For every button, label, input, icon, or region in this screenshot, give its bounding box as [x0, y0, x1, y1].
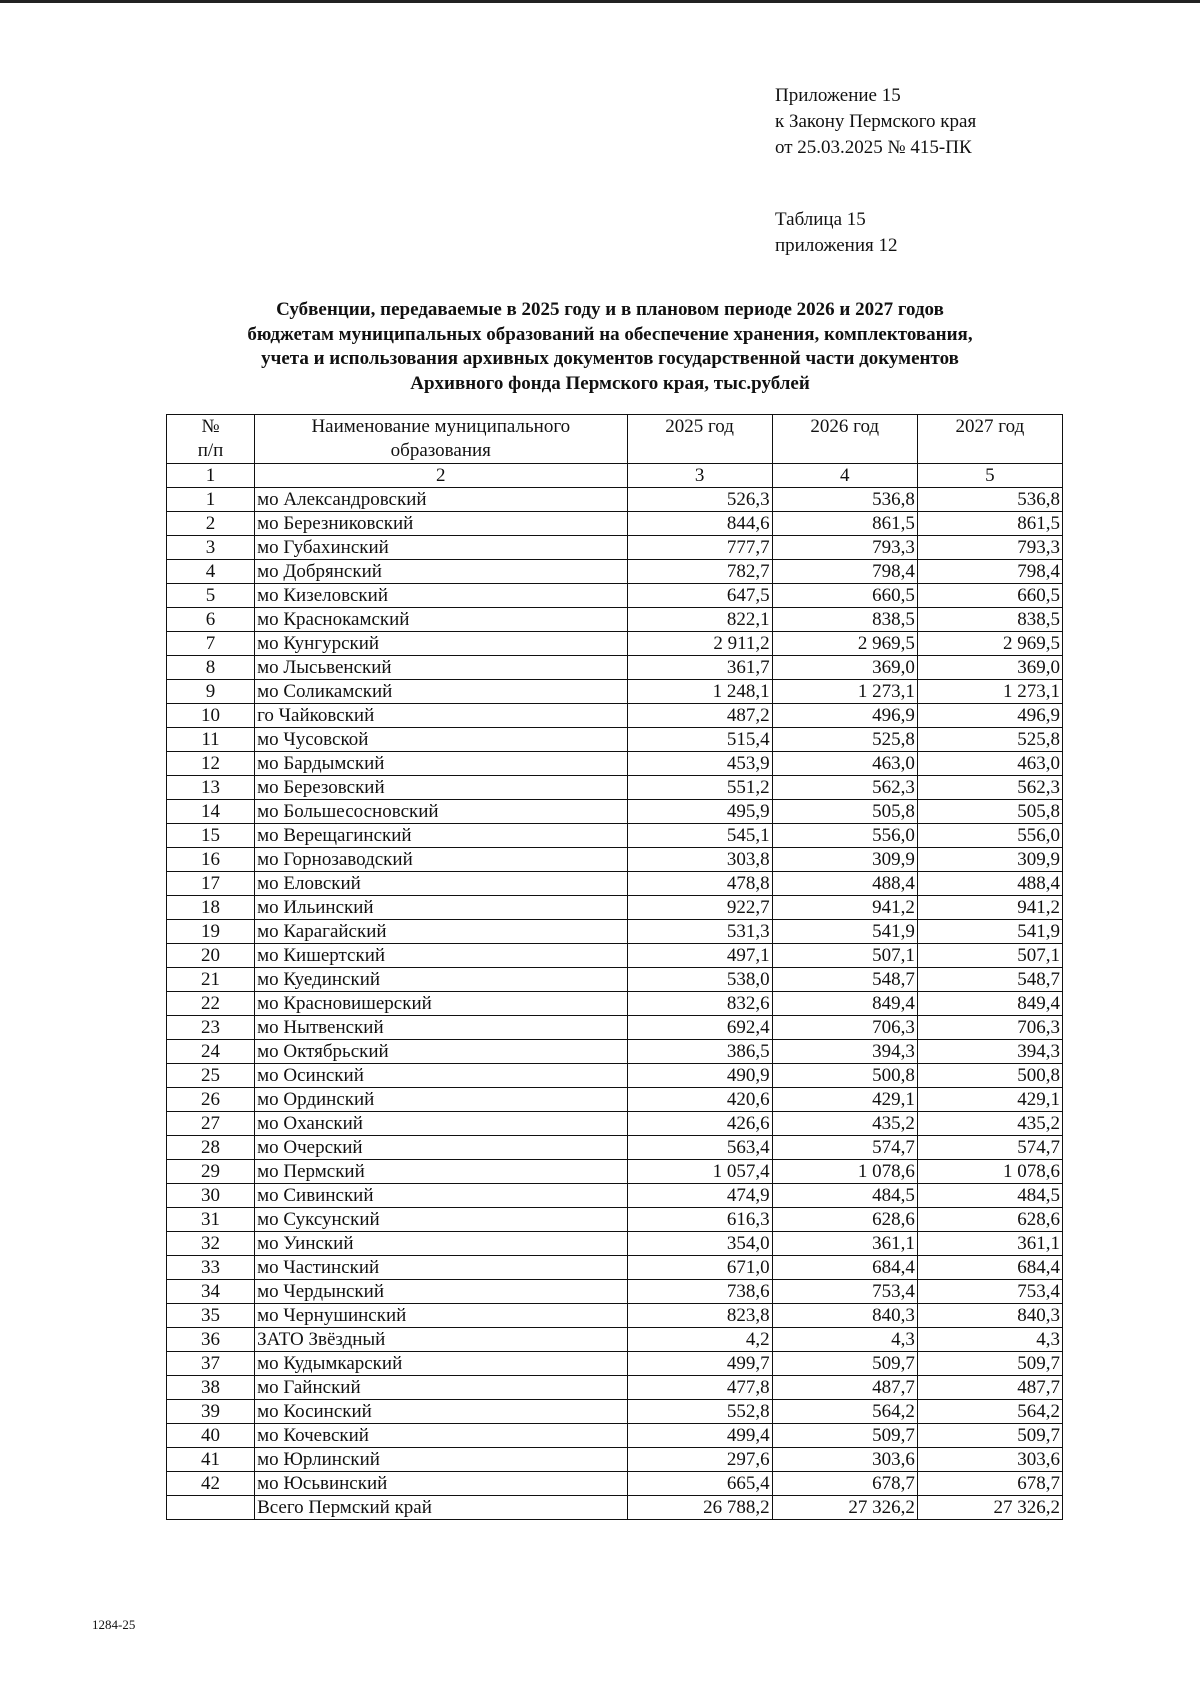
- municipality-name: мо Большесосновский: [255, 800, 627, 824]
- value-2026: 628,6: [772, 1208, 917, 1232]
- municipality-name: мо Александровский: [255, 488, 627, 512]
- value-2027: 798,4: [917, 560, 1062, 584]
- row-number: 11: [167, 728, 255, 752]
- table-row: [167, 896, 1063, 920]
- value-2025: 823,8: [627, 1304, 772, 1328]
- value-2027: 496,9: [917, 704, 1062, 728]
- value-2027: 628,6: [917, 1208, 1062, 1232]
- value-2027: 564,2: [917, 1400, 1062, 1424]
- row-number: 18: [167, 896, 255, 920]
- value-2027: 574,7: [917, 1136, 1062, 1160]
- table-row: [167, 632, 1063, 656]
- appendix-reference: [775, 83, 976, 161]
- value-2026: 574,7: [772, 1136, 917, 1160]
- row-number: 10: [167, 704, 255, 728]
- value-2025: 692,4: [627, 1016, 772, 1040]
- title-line: бюджетам муниципальных образований на обеспечение хранения, комплектования,: [247, 323, 973, 345]
- value-2025: 426,6: [627, 1112, 772, 1136]
- table-row: [167, 608, 1063, 632]
- header-name-line2: образования: [390, 440, 491, 461]
- table-body: [167, 488, 1063, 1520]
- municipality-name: мо Горнозаводский: [255, 848, 627, 872]
- municipality-name: мо Осинский: [255, 1064, 627, 1088]
- row-number: 8: [167, 656, 255, 680]
- table-row: [167, 1256, 1063, 1280]
- row-number: 23: [167, 1016, 255, 1040]
- row-number: 38: [167, 1376, 255, 1400]
- municipality-name: мо Березовский: [255, 776, 627, 800]
- row-number: 42: [167, 1472, 255, 1496]
- municipality-name: мо Суксунский: [255, 1208, 627, 1232]
- row-number: 29: [167, 1160, 255, 1184]
- table-row: [167, 1280, 1063, 1304]
- appendix-line: Приложение 15: [775, 85, 901, 106]
- row-number: 34: [167, 1280, 255, 1304]
- municipality-name: мо Краснокамский: [255, 608, 627, 632]
- value-2026: 27 326,2: [772, 1496, 917, 1520]
- municipality-name: мо Еловский: [255, 872, 627, 896]
- header-number: [167, 415, 255, 464]
- table-row: [167, 992, 1063, 1016]
- column-index: 1: [167, 464, 255, 488]
- table-row: [167, 512, 1063, 536]
- value-2025: 499,7: [627, 1352, 772, 1376]
- row-number: 33: [167, 1256, 255, 1280]
- municipality-name: мо Добрянский: [255, 560, 627, 584]
- value-2027: 500,8: [917, 1064, 1062, 1088]
- table-row: [167, 728, 1063, 752]
- value-2026: 753,4: [772, 1280, 917, 1304]
- appendix-line: к Закону Пермского края: [775, 111, 977, 132]
- value-2026: 505,8: [772, 800, 917, 824]
- municipality-name: мо Юрлинский: [255, 1448, 627, 1472]
- value-2027: 525,8: [917, 728, 1062, 752]
- column-index: 3: [627, 464, 772, 488]
- value-2025: 616,3: [627, 1208, 772, 1232]
- value-2025: 647,5: [627, 584, 772, 608]
- value-2026: 507,1: [772, 944, 917, 968]
- value-2025: 1 248,1: [627, 680, 772, 704]
- title-line: Архивного фонда Пермского края, тыс.рублей: [410, 372, 810, 394]
- value-2026: 684,4: [772, 1256, 917, 1280]
- row-number: 3: [167, 536, 255, 560]
- value-2026: 660,5: [772, 584, 917, 608]
- value-2025: 497,1: [627, 944, 772, 968]
- value-2027: 849,4: [917, 992, 1062, 1016]
- table-row: [167, 1064, 1063, 1088]
- table-row: [167, 920, 1063, 944]
- value-2027: 463,0: [917, 752, 1062, 776]
- value-2026: 500,8: [772, 1064, 917, 1088]
- value-2027: 1 078,6: [917, 1160, 1062, 1184]
- table-row: [167, 800, 1063, 824]
- value-2027: 548,7: [917, 968, 1062, 992]
- header-name-line1: Наименование муниципального: [311, 416, 571, 437]
- row-number: 9: [167, 680, 255, 704]
- table-header-row: [167, 415, 1063, 464]
- table-row: [167, 1448, 1063, 1472]
- value-2026: 488,4: [772, 872, 917, 896]
- municipality-name: мо Соликамский: [255, 680, 627, 704]
- table-reference: [775, 207, 897, 259]
- value-2027: 429,1: [917, 1088, 1062, 1112]
- value-2027: 660,5: [917, 584, 1062, 608]
- row-number: 39: [167, 1400, 255, 1424]
- row-number: 41: [167, 1448, 255, 1472]
- header-number-line1: №: [201, 416, 220, 437]
- value-2027: 838,5: [917, 608, 1062, 632]
- value-2027: 303,6: [917, 1448, 1062, 1472]
- value-2027: 541,9: [917, 920, 1062, 944]
- column-index: 4: [772, 464, 917, 488]
- value-2025: 531,3: [627, 920, 772, 944]
- row-number: 12: [167, 752, 255, 776]
- row-number: 5: [167, 584, 255, 608]
- value-2027: 509,7: [917, 1352, 1062, 1376]
- value-2027: 753,4: [917, 1280, 1062, 1304]
- municipality-name: мо Куединский: [255, 968, 627, 992]
- row-number: 1: [167, 488, 255, 512]
- value-2025: 551,2: [627, 776, 772, 800]
- value-2026: 793,3: [772, 536, 917, 560]
- page-top-edge: [0, 0, 1200, 3]
- value-2025: 303,8: [627, 848, 772, 872]
- municipality-name: мо Юсьвинский: [255, 1472, 627, 1496]
- header-number-line2: п/п: [197, 440, 224, 461]
- table-row: [167, 1040, 1063, 1064]
- row-number: 25: [167, 1064, 255, 1088]
- row-number: 19: [167, 920, 255, 944]
- municipality-name: мо Очерский: [255, 1136, 627, 1160]
- row-number: 17: [167, 872, 255, 896]
- value-2026: 525,8: [772, 728, 917, 752]
- value-2025: 822,1: [627, 608, 772, 632]
- table-row: [167, 560, 1063, 584]
- municipality-name: мо Губахинский: [255, 536, 627, 560]
- value-2025: 420,6: [627, 1088, 772, 1112]
- value-2027: 507,1: [917, 944, 1062, 968]
- value-2027: 487,7: [917, 1376, 1062, 1400]
- value-2027: 2 969,5: [917, 632, 1062, 656]
- table-row: [167, 776, 1063, 800]
- table-ref-line: приложения 12: [775, 235, 898, 256]
- row-number: 24: [167, 1040, 255, 1064]
- value-2026: 541,9: [772, 920, 917, 944]
- row-number: 21: [167, 968, 255, 992]
- municipality-name: мо Кизеловский: [255, 584, 627, 608]
- value-2026: 838,5: [772, 608, 917, 632]
- value-2025: 487,2: [627, 704, 772, 728]
- title-line: Субвенции, передаваемые в 2025 году и в плановом периоде 2026 и 2027 годов: [276, 299, 944, 320]
- row-number: 22: [167, 992, 255, 1016]
- value-2025: 922,7: [627, 896, 772, 920]
- municipality-name: мо Пермский: [255, 1160, 627, 1184]
- total-row: [167, 1496, 1063, 1520]
- header-2027: 2027 год: [917, 415, 1062, 464]
- row-number: 7: [167, 632, 255, 656]
- table-ref-line: Таблица 15: [775, 209, 866, 230]
- value-2026: 941,2: [772, 896, 917, 920]
- row-number: 16: [167, 848, 255, 872]
- header-name: [255, 415, 627, 464]
- row-number: 30: [167, 1184, 255, 1208]
- value-2025: 538,0: [627, 968, 772, 992]
- column-index: 2: [255, 464, 627, 488]
- subsidies-table: [166, 414, 1063, 1520]
- municipality-name: Всего Пермский край: [255, 1496, 627, 1520]
- value-2025: 478,8: [627, 872, 772, 896]
- row-number: 14: [167, 800, 255, 824]
- value-2026: 861,5: [772, 512, 917, 536]
- row-number: 32: [167, 1232, 255, 1256]
- value-2026: 849,4: [772, 992, 917, 1016]
- value-2027: 941,2: [917, 896, 1062, 920]
- value-2025: 832,6: [627, 992, 772, 1016]
- value-2025: 777,7: [627, 536, 772, 560]
- municipality-name: го Чайковский: [255, 704, 627, 728]
- value-2027: 4,3: [917, 1328, 1062, 1352]
- municipality-name: мо Кунгурский: [255, 632, 627, 656]
- value-2026: 435,2: [772, 1112, 917, 1136]
- value-2026: 484,5: [772, 1184, 917, 1208]
- municipality-name: мо Уинский: [255, 1232, 627, 1256]
- table-row: [167, 752, 1063, 776]
- value-2027: 840,3: [917, 1304, 1062, 1328]
- municipality-name: мо Косинский: [255, 1400, 627, 1424]
- municipality-name: мо Чернушинский: [255, 1304, 627, 1328]
- title-line: учета и использования архивных документов государственной части документов: [261, 348, 959, 369]
- municipality-name: мо Сивинский: [255, 1184, 627, 1208]
- value-2025: 490,9: [627, 1064, 772, 1088]
- value-2026: 309,9: [772, 848, 917, 872]
- document-title: [180, 298, 1040, 396]
- municipality-name: мо Оханский: [255, 1112, 627, 1136]
- value-2026: 4,3: [772, 1328, 917, 1352]
- value-2027: 509,7: [917, 1424, 1062, 1448]
- value-2027: 556,0: [917, 824, 1062, 848]
- municipality-name: мо Красновишерский: [255, 992, 627, 1016]
- value-2026: 303,6: [772, 1448, 917, 1472]
- row-number: 28: [167, 1136, 255, 1160]
- table-row: [167, 1184, 1063, 1208]
- value-2026: 798,4: [772, 560, 917, 584]
- column-index: 5: [917, 464, 1062, 488]
- value-2026: 562,3: [772, 776, 917, 800]
- value-2027: 488,4: [917, 872, 1062, 896]
- municipality-name: ЗАТО Звёздный: [255, 1328, 627, 1352]
- value-2027: 678,7: [917, 1472, 1062, 1496]
- table-row: [167, 824, 1063, 848]
- municipality-name: мо Кудымкарский: [255, 1352, 627, 1376]
- value-2027: 684,4: [917, 1256, 1062, 1280]
- value-2025: 738,6: [627, 1280, 772, 1304]
- value-2026: 496,9: [772, 704, 917, 728]
- row-number: 6: [167, 608, 255, 632]
- value-2026: 706,3: [772, 1016, 917, 1040]
- value-2026: 840,3: [772, 1304, 917, 1328]
- municipality-name: мо Нытвенский: [255, 1016, 627, 1040]
- value-2025: 844,6: [627, 512, 772, 536]
- value-2025: 4,2: [627, 1328, 772, 1352]
- value-2026: 509,7: [772, 1424, 917, 1448]
- value-2025: 474,9: [627, 1184, 772, 1208]
- municipality-name: мо Карагайский: [255, 920, 627, 944]
- value-2026: 463,0: [772, 752, 917, 776]
- municipality-name: мо Чердынский: [255, 1280, 627, 1304]
- column-index-row: [167, 464, 1063, 488]
- value-2027: 435,2: [917, 1112, 1062, 1136]
- value-2026: 1 078,6: [772, 1160, 917, 1184]
- table-row: [167, 872, 1063, 896]
- row-number: 35: [167, 1304, 255, 1328]
- value-2027: 369,0: [917, 656, 1062, 680]
- table-row: [167, 848, 1063, 872]
- municipality-name: мо Кишертский: [255, 944, 627, 968]
- value-2025: 386,5: [627, 1040, 772, 1064]
- appendix-line: от 25.03.2025 № 415-ПК: [775, 137, 972, 158]
- row-number: 27: [167, 1112, 255, 1136]
- table-row: [167, 704, 1063, 728]
- row-number: 15: [167, 824, 255, 848]
- value-2026: 509,7: [772, 1352, 917, 1376]
- table-row: [167, 1160, 1063, 1184]
- value-2027: 861,5: [917, 512, 1062, 536]
- table-row: [167, 584, 1063, 608]
- table-row: [167, 1016, 1063, 1040]
- value-2025: 2 911,2: [627, 632, 772, 656]
- value-2025: 297,6: [627, 1448, 772, 1472]
- value-2026: 556,0: [772, 824, 917, 848]
- table-row: [167, 488, 1063, 512]
- value-2026: 548,7: [772, 968, 917, 992]
- municipality-name: мо Частинский: [255, 1256, 627, 1280]
- value-2026: 2 969,5: [772, 632, 917, 656]
- municipality-name: мо Березниковский: [255, 512, 627, 536]
- municipality-name: мо Лысьвенский: [255, 656, 627, 680]
- table-row: [167, 1208, 1063, 1232]
- row-number: 26: [167, 1088, 255, 1112]
- value-2027: 505,8: [917, 800, 1062, 824]
- value-2025: 552,8: [627, 1400, 772, 1424]
- municipality-name: мо Верещагинский: [255, 824, 627, 848]
- row-number: [167, 1496, 255, 1520]
- municipality-name: мо Кочевский: [255, 1424, 627, 1448]
- value-2027: 706,3: [917, 1016, 1062, 1040]
- row-number: 20: [167, 944, 255, 968]
- value-2025: 665,4: [627, 1472, 772, 1496]
- value-2026: 536,8: [772, 488, 917, 512]
- value-2026: 1 273,1: [772, 680, 917, 704]
- row-number: 13: [167, 776, 255, 800]
- value-2025: 515,4: [627, 728, 772, 752]
- value-2027: 536,8: [917, 488, 1062, 512]
- table-row: [167, 1328, 1063, 1352]
- table-row: [167, 968, 1063, 992]
- row-number: 40: [167, 1424, 255, 1448]
- value-2027: 1 273,1: [917, 680, 1062, 704]
- municipality-name: мо Ильинский: [255, 896, 627, 920]
- municipality-name: мо Октябрьский: [255, 1040, 627, 1064]
- value-2025: 361,7: [627, 656, 772, 680]
- value-2025: 477,8: [627, 1376, 772, 1400]
- table-row: [167, 1304, 1063, 1328]
- document-code: 1284-25: [92, 1617, 136, 1632]
- header-2026: 2026 год: [772, 415, 917, 464]
- value-2025: 453,9: [627, 752, 772, 776]
- table-row: [167, 1352, 1063, 1376]
- value-2026: 678,7: [772, 1472, 917, 1496]
- value-2027: 484,5: [917, 1184, 1062, 1208]
- value-2025: 526,3: [627, 488, 772, 512]
- municipality-name: мо Бардымский: [255, 752, 627, 776]
- table-row: [167, 1112, 1063, 1136]
- value-2025: 782,7: [627, 560, 772, 584]
- value-2027: 562,3: [917, 776, 1062, 800]
- row-number: 36: [167, 1328, 255, 1352]
- table-row: [167, 536, 1063, 560]
- value-2025: 563,4: [627, 1136, 772, 1160]
- value-2027: 793,3: [917, 536, 1062, 560]
- value-2027: 361,1: [917, 1232, 1062, 1256]
- table-row: [167, 680, 1063, 704]
- value-2026: 394,3: [772, 1040, 917, 1064]
- municipality-name: мо Гайнский: [255, 1376, 627, 1400]
- value-2025: 671,0: [627, 1256, 772, 1280]
- row-number: 4: [167, 560, 255, 584]
- row-number: 31: [167, 1208, 255, 1232]
- header-2025: 2025 год: [627, 415, 772, 464]
- table-row: [167, 1376, 1063, 1400]
- value-2025: 1 057,4: [627, 1160, 772, 1184]
- table-row: [167, 1088, 1063, 1112]
- table-row: [167, 656, 1063, 680]
- table-row: [167, 1472, 1063, 1496]
- value-2027: 309,9: [917, 848, 1062, 872]
- row-number: 37: [167, 1352, 255, 1376]
- value-2025: 499,4: [627, 1424, 772, 1448]
- table-row: [167, 1232, 1063, 1256]
- table-row: [167, 1136, 1063, 1160]
- value-2026: 429,1: [772, 1088, 917, 1112]
- value-2025: 545,1: [627, 824, 772, 848]
- value-2027: 27 326,2: [917, 1496, 1062, 1520]
- value-2025: 495,9: [627, 800, 772, 824]
- municipality-name: мо Чусовской: [255, 728, 627, 752]
- value-2026: 564,2: [772, 1400, 917, 1424]
- value-2025: 354,0: [627, 1232, 772, 1256]
- value-2026: 369,0: [772, 656, 917, 680]
- municipality-name: мо Ординский: [255, 1088, 627, 1112]
- value-2025: 26 788,2: [627, 1496, 772, 1520]
- table-row: [167, 1424, 1063, 1448]
- table-row: [167, 1400, 1063, 1424]
- value-2026: 361,1: [772, 1232, 917, 1256]
- table-row: [167, 944, 1063, 968]
- row-number: 2: [167, 512, 255, 536]
- value-2027: 394,3: [917, 1040, 1062, 1064]
- value-2026: 487,7: [772, 1376, 917, 1400]
